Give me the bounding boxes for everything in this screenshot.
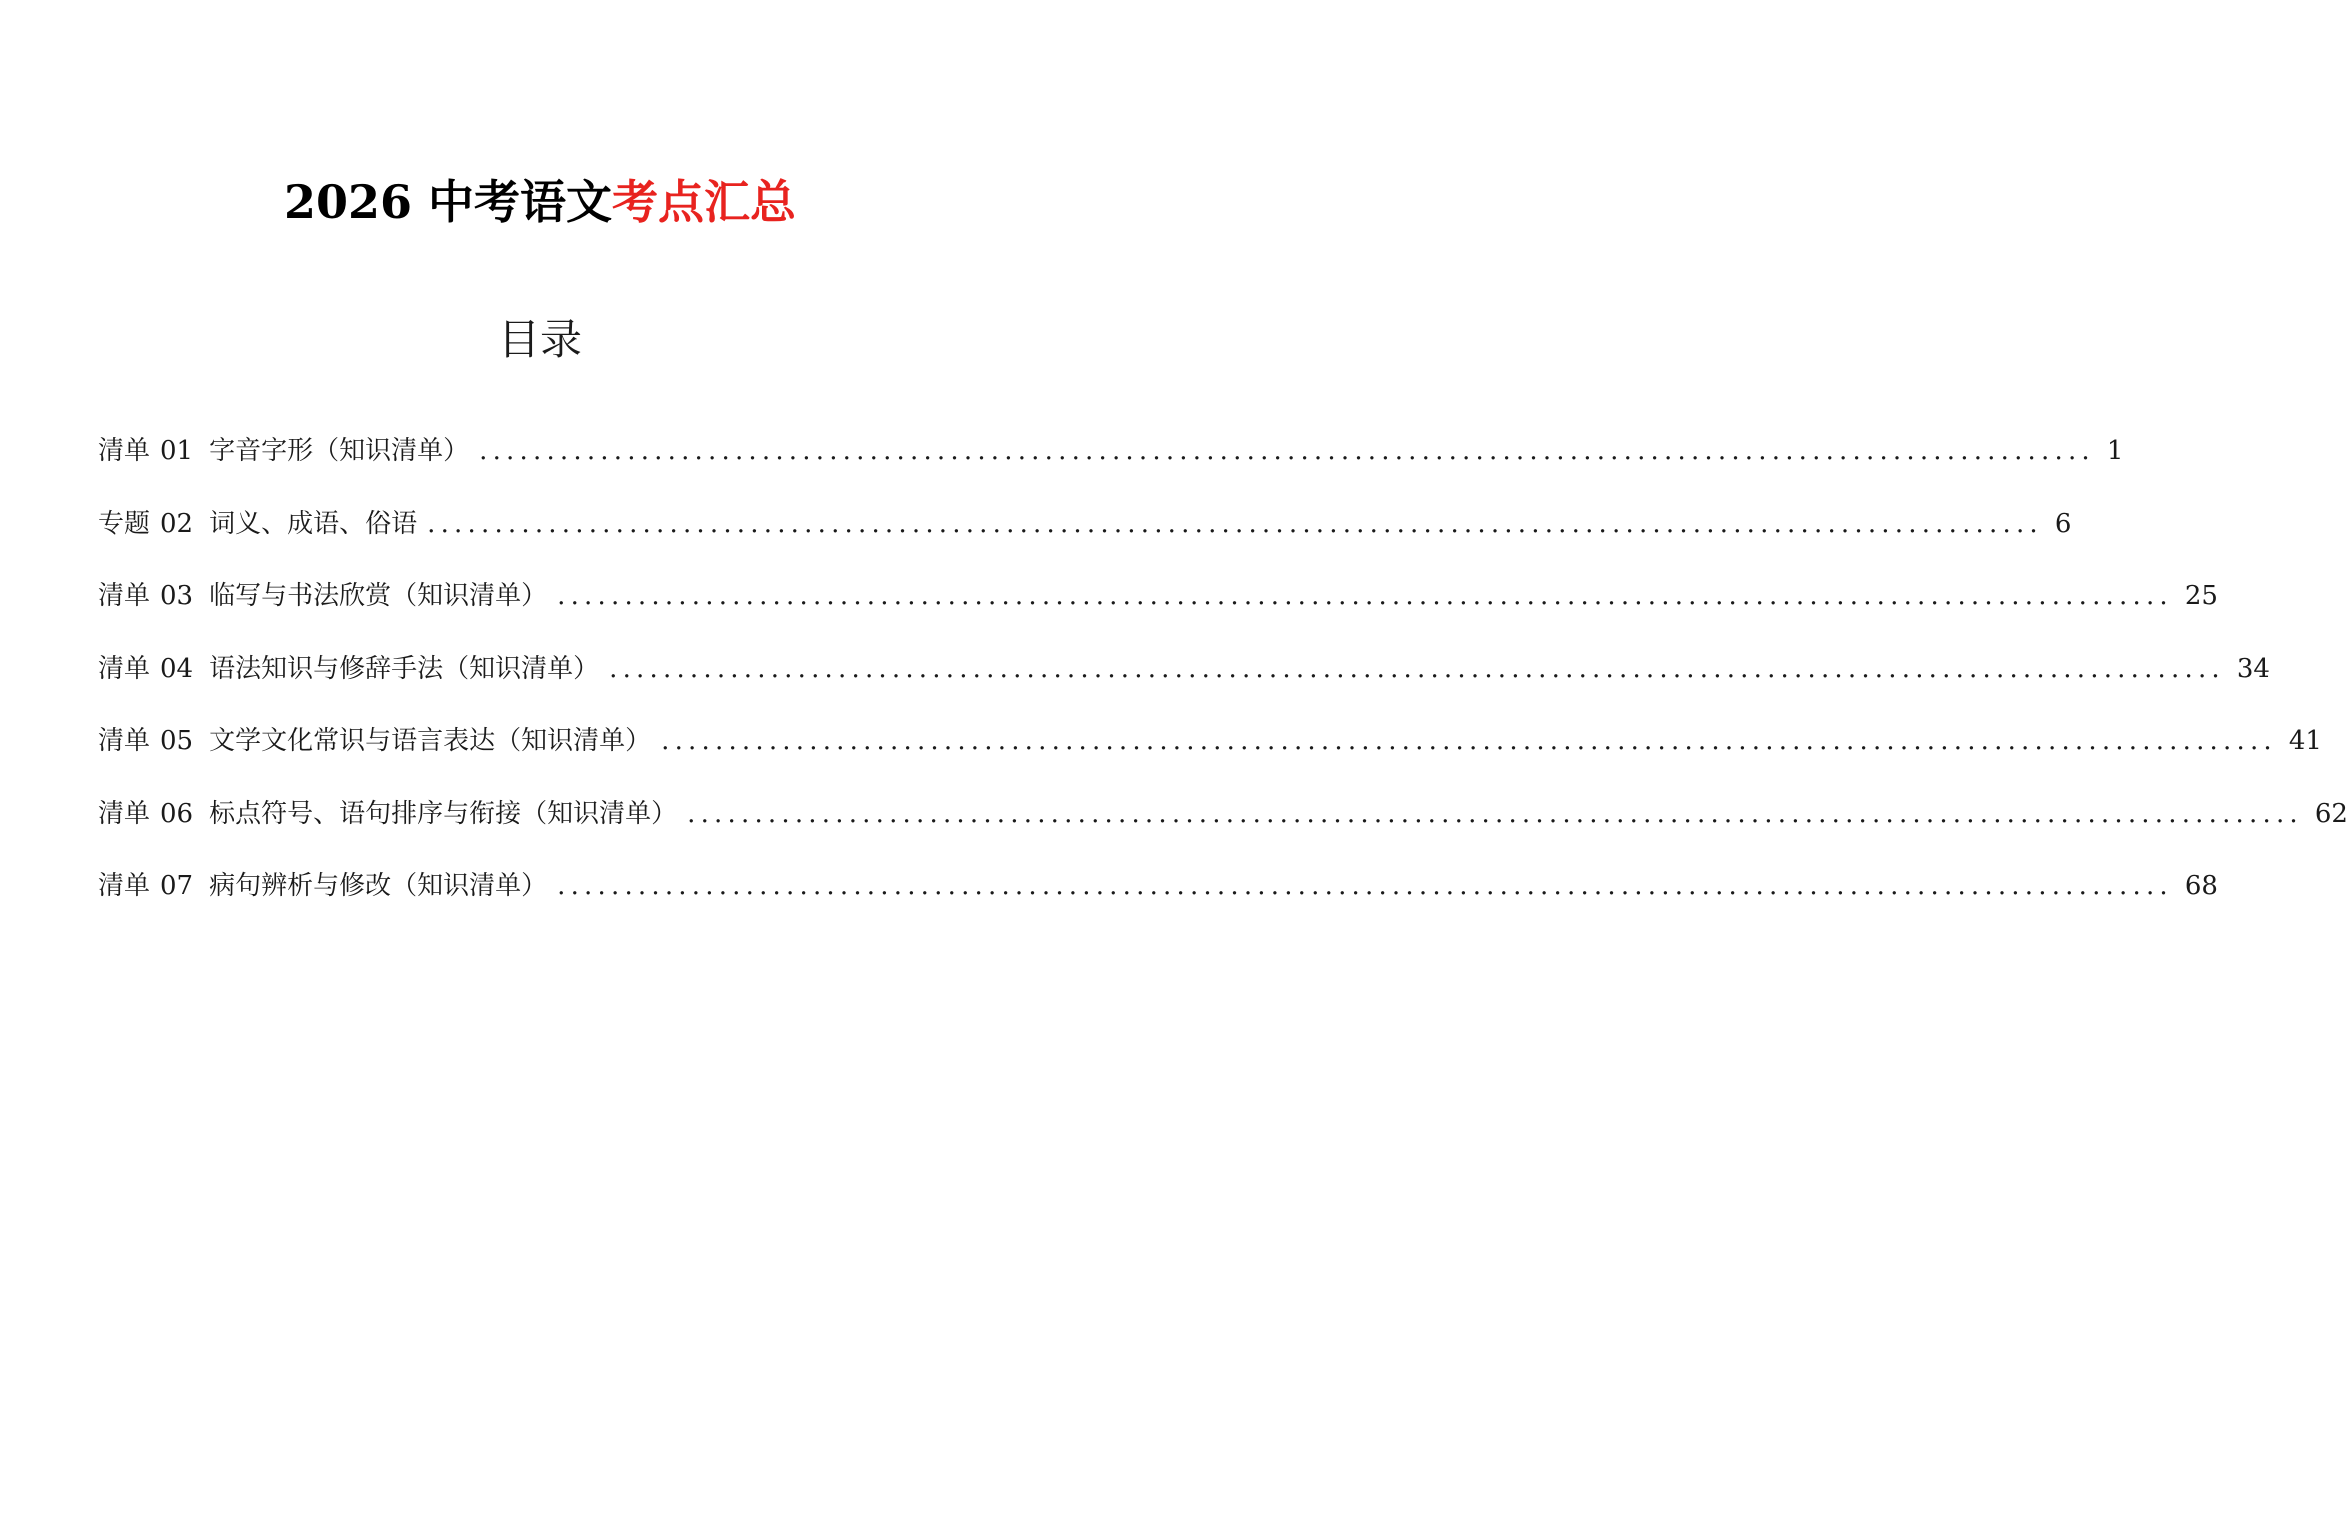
toc-dot-leader: ........................................................................................................................ bbox=[609, 653, 2225, 684]
document-title bbox=[0, 172, 1080, 232]
toc-entry-06[interactable] bbox=[98, 788, 2348, 861]
toc-entry-title: 文学文化常识与语言表达（知识清单） bbox=[209, 726, 652, 756]
toc-entry-page: 62 bbox=[2314, 798, 2348, 829]
toc-entry-title: 标点符号、语句排序与衔接（知识清单） bbox=[209, 798, 678, 829]
toc-entry-label bbox=[98, 788, 677, 840]
toc-dot-leader: ........................................................................................................................ bbox=[557, 871, 2173, 901]
toc-entry-label bbox=[98, 860, 547, 912]
toc-entry-number: 01 bbox=[160, 436, 194, 466]
toc-heading: 目录 bbox=[497, 315, 582, 364]
toc-entry-prefix: 清单 bbox=[98, 653, 151, 684]
toc-dot-leader: ........................................................................................................................ bbox=[427, 508, 2043, 539]
toc-entry-page: 68 bbox=[2184, 871, 2218, 901]
toc-dot-leader: ........................................................................................................................ bbox=[687, 798, 2303, 829]
toc-entry-02[interactable] bbox=[98, 498, 2072, 571]
toc-entry-label bbox=[98, 570, 547, 622]
toc-entry-prefix: 清单 bbox=[98, 726, 151, 756]
toc-entry-prefix: 清单 bbox=[98, 581, 151, 611]
toc-entry-label bbox=[98, 498, 417, 550]
toc-entry-title: 临写与书法欣赏（知识清单） bbox=[209, 581, 548, 611]
toc-entry-title: 语法知识与修辞手法（知识清单） bbox=[209, 653, 600, 684]
toc-entry-prefix: 清单 bbox=[98, 436, 151, 466]
toc-entry-07[interactable] bbox=[98, 860, 2218, 933]
table-of-contents bbox=[98, 425, 2348, 933]
toc-entry-01[interactable] bbox=[98, 425, 2124, 498]
toc-entry-04[interactable] bbox=[98, 643, 2270, 716]
toc-entry-03[interactable] bbox=[98, 570, 2218, 643]
toc-entry-title: 字音字形（知识清单） bbox=[209, 436, 470, 466]
toc-entry-page: 25 bbox=[2184, 581, 2218, 611]
toc-entry-number: 06 bbox=[160, 798, 194, 829]
toc-entry-label bbox=[98, 425, 469, 477]
toc-entry-page: 1 bbox=[2106, 436, 2124, 466]
toc-entry-page: 41 bbox=[2288, 726, 2322, 756]
toc-entry-title: 病句辨析与修改（知识清单） bbox=[209, 871, 548, 901]
toc-entry-page: 6 bbox=[2054, 508, 2072, 539]
toc-entry-number: 03 bbox=[160, 581, 194, 611]
toc-entry-title: 词义、成语、俗语 bbox=[209, 508, 418, 539]
toc-entry-label bbox=[98, 715, 651, 767]
toc-entry-number: 04 bbox=[160, 653, 194, 684]
toc-entry-prefix: 清单 bbox=[98, 871, 151, 901]
toc-entry-page: 34 bbox=[2236, 653, 2270, 684]
toc-dot-leader: ........................................................................................................................ bbox=[661, 726, 2277, 756]
toc-entry-number: 07 bbox=[160, 871, 194, 901]
toc-entry-number: 02 bbox=[160, 508, 194, 539]
toc-entry-number: 05 bbox=[160, 726, 194, 756]
toc-entry-label bbox=[98, 643, 599, 695]
toc-entry-05[interactable] bbox=[98, 715, 2322, 788]
toc-dot-leader: ........................................................................................................................ bbox=[479, 436, 2095, 466]
toc-entry-prefix: 清单 bbox=[98, 798, 151, 829]
title-red-part: 考点汇总 bbox=[612, 175, 797, 229]
toc-entry-prefix: 专题 bbox=[98, 508, 151, 539]
title-black-part: 2026 中考语文 bbox=[283, 175, 613, 229]
toc-dot-leader: ........................................................................................................................ bbox=[557, 581, 2173, 611]
